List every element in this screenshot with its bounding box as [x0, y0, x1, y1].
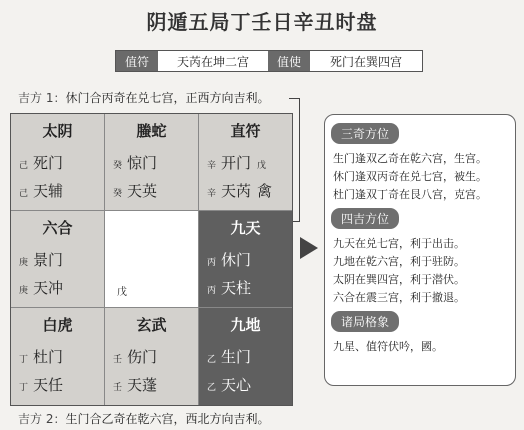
- list-item: 九星、值符伏吟，國。: [333, 340, 443, 353]
- extra-star: 禽: [257, 182, 273, 200]
- door: 杜门: [33, 348, 64, 366]
- page-title: 阴遁五局丁壬日辛丑时盘: [146, 10, 378, 34]
- palace-li-9: [105, 114, 199, 211]
- list-item: 六合在震三宫，利于撤退。: [333, 291, 465, 304]
- deity-label: 九地: [230, 316, 261, 334]
- note-label: 吉方 2：: [18, 412, 66, 426]
- auspicious-direction-2: [18, 410, 269, 427]
- siji-list: [325, 235, 515, 307]
- star: 天心: [221, 376, 252, 394]
- note-label: 吉方 1：: [18, 91, 66, 105]
- geju-list: [325, 338, 515, 356]
- stem: 庚: [19, 286, 29, 296]
- palace-gen-8: [11, 308, 105, 405]
- stem: 庚: [19, 258, 29, 268]
- note-text: 休门合丙奇在兑七宫，正西方向吉利。: [65, 91, 270, 105]
- door: 景门: [33, 251, 64, 269]
- section-tag-sanqi: 三奇方位: [331, 123, 399, 144]
- stem: 丁: [19, 355, 29, 365]
- zhishi-label: 值使: [268, 51, 310, 71]
- section-tag-siji: 四吉方位: [331, 208, 399, 229]
- star: 天冲: [33, 279, 64, 297]
- note-text: 生门合乙奇在乾六宫，西北方向吉利。: [65, 412, 270, 426]
- stem: 壬: [113, 355, 123, 365]
- list-item: 九地在乾六宫，利于驻防。: [333, 255, 465, 268]
- star: 天任: [33, 376, 64, 394]
- sanqi-list: [325, 150, 515, 204]
- list-item: 生门逢双乙奇在乾六宫，生宫。: [333, 152, 487, 165]
- deity-label: 螣蛇: [136, 122, 167, 140]
- list-item: 杜门逢双丁奇在艮八宫，克宫。: [333, 188, 487, 201]
- stem: 癸: [113, 189, 123, 199]
- arrow-right-icon: [300, 237, 318, 259]
- palace-xun-4: [11, 114, 105, 211]
- door: 死门: [33, 154, 64, 172]
- list-item: 九天在兑七宫，利于出击。: [333, 237, 465, 250]
- section-tag-geju: 诸局格象: [331, 311, 399, 332]
- deity-label: 九天: [230, 219, 261, 237]
- stem: 辛: [207, 161, 217, 171]
- duty-info-bar: [115, 50, 423, 72]
- palace-kan-1: [105, 308, 199, 405]
- star: 天英: [127, 182, 158, 200]
- extra-stem: 戊: [257, 161, 267, 171]
- stem: 乙: [207, 355, 217, 365]
- stem: 己: [19, 161, 29, 171]
- stem: 丙: [207, 286, 217, 296]
- stem: 丙: [207, 258, 217, 268]
- stem: 癸: [113, 161, 123, 171]
- deity-label: 白虎: [42, 316, 73, 334]
- stem: 乙: [207, 383, 217, 393]
- analysis-panel: [324, 114, 516, 386]
- stem: 丁: [19, 383, 29, 393]
- zhishi-value: 死门在巽四宫: [329, 54, 402, 69]
- star: 天芮: [221, 182, 252, 200]
- star: 天蓬: [127, 376, 158, 394]
- zhifu-value: 天芮在坤二宫: [176, 54, 249, 69]
- deity-label: 太阴: [42, 122, 73, 140]
- star: 天辅: [33, 182, 64, 200]
- deity-label: 六合: [42, 219, 73, 237]
- palace-center-5: [105, 211, 199, 308]
- list-item: 太阴在巽四宫，利于潜伏。: [333, 273, 465, 286]
- palace-dui-7: [199, 211, 292, 308]
- stem: 壬: [113, 383, 123, 393]
- list-item: 休门逢双丙奇在兑七宫，被生。: [333, 170, 487, 183]
- zhifu-label: 值符: [116, 51, 158, 71]
- door: 生门: [221, 348, 252, 366]
- door: 伤门: [127, 348, 158, 366]
- stem: 辛: [207, 189, 217, 199]
- palace-qian-6: [199, 308, 292, 405]
- stem: 己: [19, 189, 29, 199]
- palace-zhen-3: [11, 211, 105, 308]
- auspicious-direction-1: [18, 89, 269, 106]
- door: 休门: [221, 251, 252, 269]
- palace-kun-2: [199, 114, 292, 211]
- deity-label: 玄武: [136, 316, 167, 334]
- star: 天柱: [221, 279, 252, 297]
- deity-label: 直符: [230, 122, 261, 140]
- door: 惊门: [127, 154, 158, 172]
- door: 开门: [221, 154, 252, 172]
- palace-grid: [10, 113, 293, 406]
- center-stem: 戊: [117, 287, 127, 298]
